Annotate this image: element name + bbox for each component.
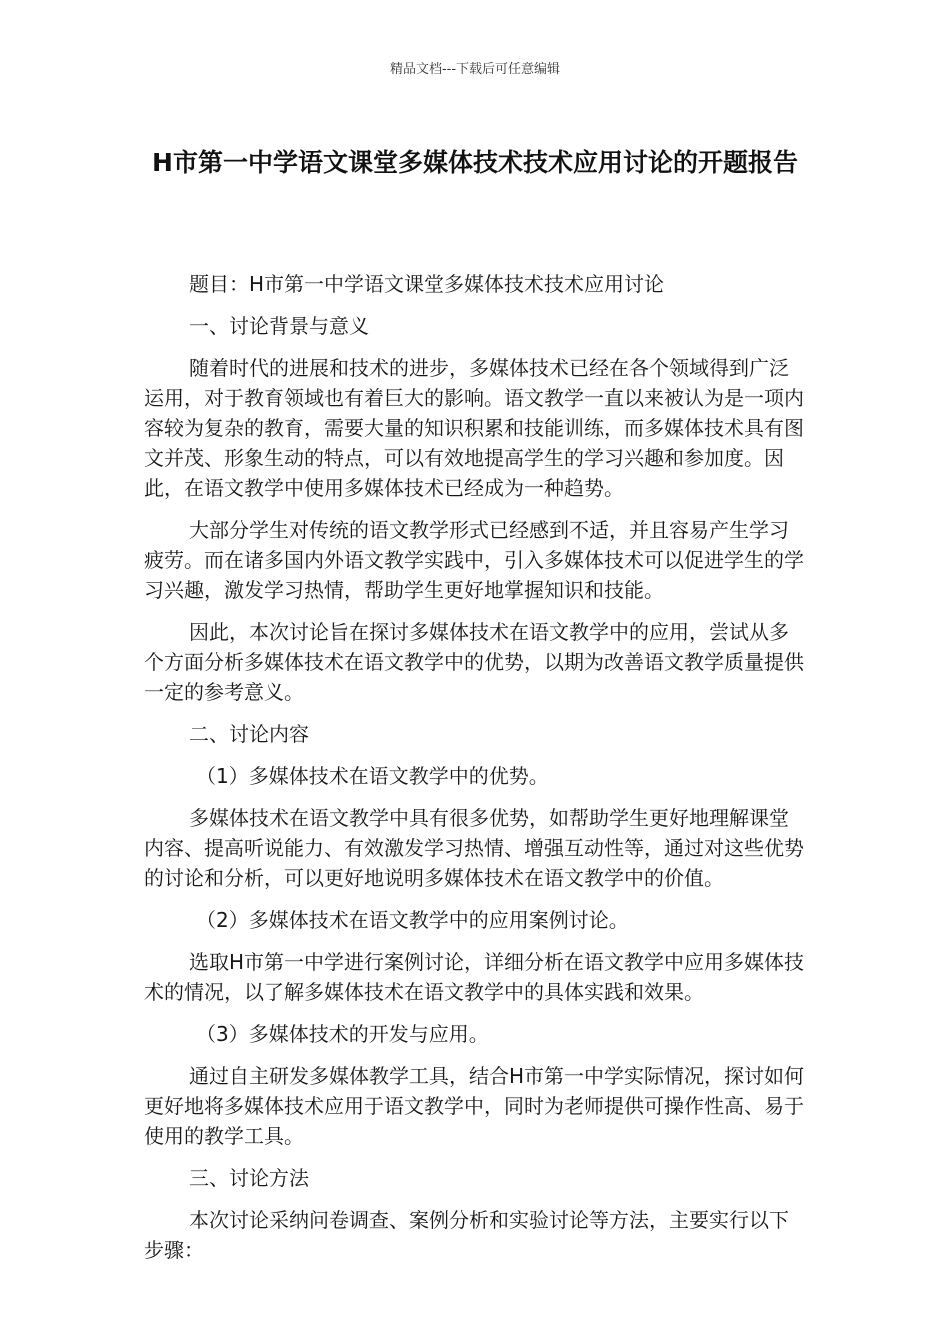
paragraph-background-3: 因此，本次讨论旨在探讨多媒体技术在语文教学中的应用，尝试从多个方面分析多媒体技术在语文教学中的优势，以期为改善语文教学质量提供一定的参考意义。 (144, 620, 804, 704)
paragraph-method: 本次讨论采纳问卷调查、案例分析和实验讨论等方法，主要实行以下步骤： (144, 1208, 789, 1262)
paragraph-background-2: 大部分学生对传统的语文教学形式已经感到不适，并且容易产生学习疲劳。而在诸多国内外语文教学实践中，引入多媒体技术可以促进学生的学习兴趣，激发学习热情，帮助学生更好地掌握知识和技能。 (144, 518, 804, 602)
item-1-text: 多媒体技术在语文教学中具有很多优势，如帮助学生更好地理解课堂内容、提高听说能力、有效激发学习热情、增强互动性等，通过对这些优势的讨论和分析，可以更好地说明多媒体技术在语文教学中的价值。 (144, 806, 804, 890)
item-2-title: （2）多媒体技术在语文教学中的应用案例讨论。 (196, 908, 629, 932)
section-heading-method: 三、讨论方法 (189, 1166, 309, 1190)
document-body (144, 269, 806, 1265)
section-heading-background: 一、讨论背景与意义 (189, 314, 369, 338)
section-heading-content: 二、讨论内容 (189, 722, 309, 746)
item-3-title: （3）多媒体技术的开发与应用。 (196, 1022, 489, 1046)
paragraph-background-1: 随着时代的进展和技术的进步，多媒体技术已经在各个领域得到广泛运用，对于教育领域也有着巨大的影响。语文教学一直以来被认为是一项内容较为复杂的教育，需要大量的知识积累和技能训练，而多媒体技术具有图文并茂、形象生动的特点，可以有效地提高学生的学习兴趣和参加度。因此，在语文教学中使用多媒体技术已经成为一种趋势。 (144, 356, 804, 500)
item-1-title: （1）多媒体技术在语文教学中的优势。 (196, 764, 549, 788)
document-title: H市第一中学语文课堂多媒体技术技术应用讨论的开题报告 (152, 148, 798, 177)
item-2-text: 选取H市第一中学进行案例讨论，详细分析在语文教学中应用多媒体技术的情况，以了解多媒体技术在语文教学中的具体实践和效果。 (144, 950, 805, 1004)
header-note: 精品文档---下载后可任意编辑 (389, 62, 561, 77)
item-3-text: 通过自主研发多媒体教学工具，结合H市第一中学实际情况，探讨如何更好地将多媒体技术应用于语文教学中，同时为老师提供可操作性高、易于使用的教学工具。 (144, 1064, 805, 1148)
topic-line: 题目：H市第一中学语文课堂多媒体技术技术应用讨论 (189, 272, 665, 296)
